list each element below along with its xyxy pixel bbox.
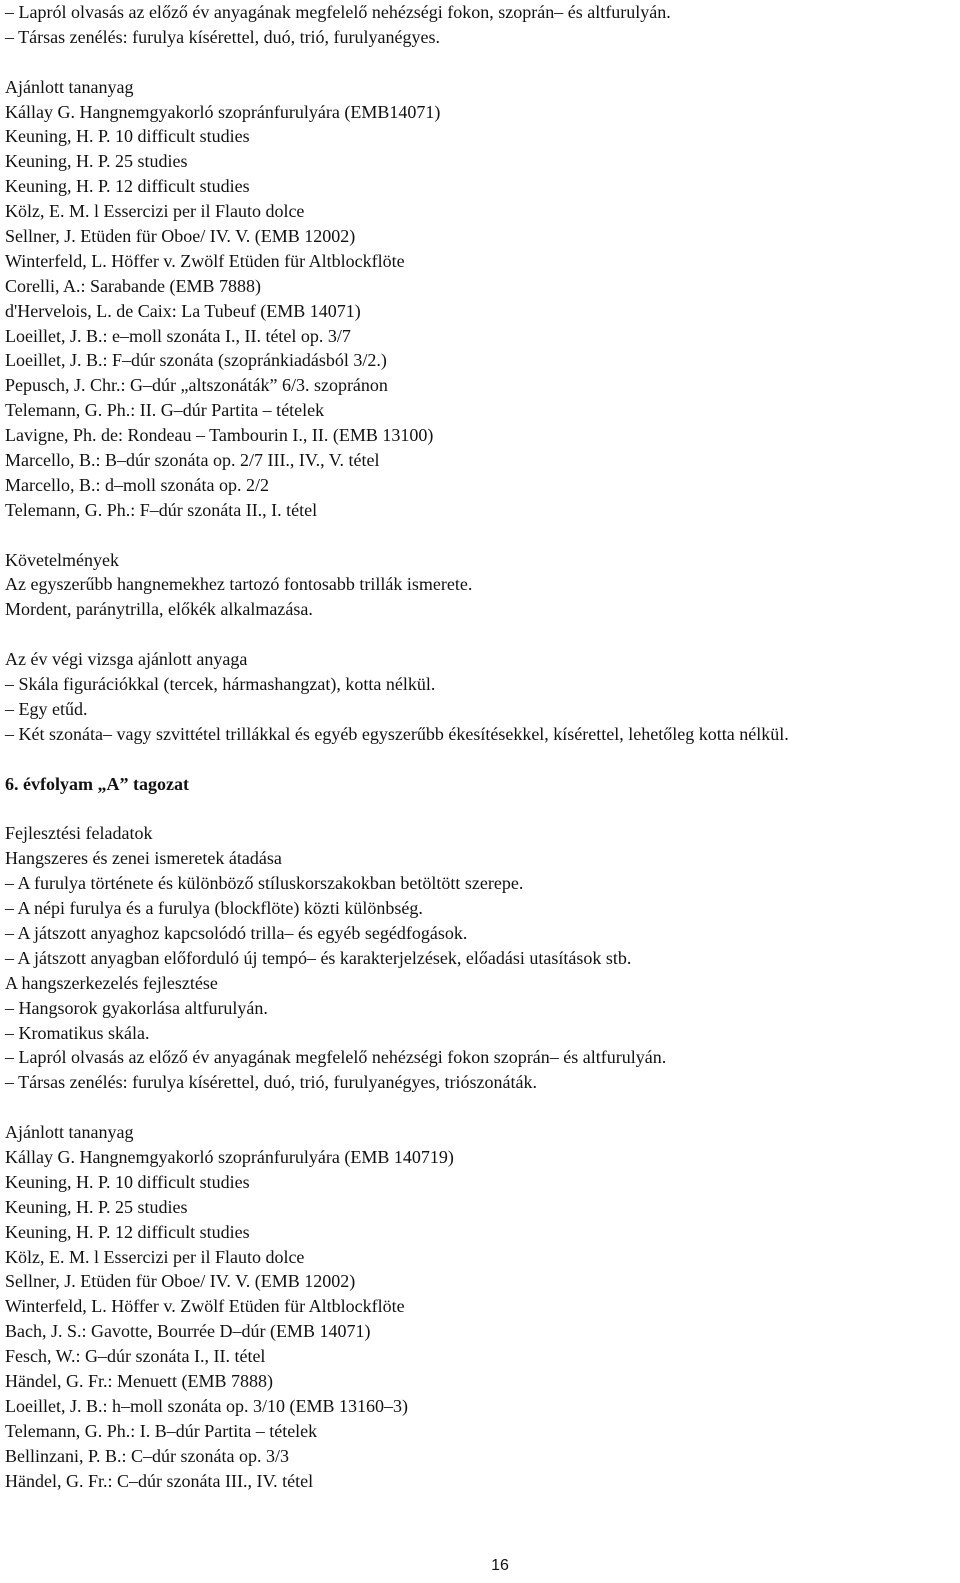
text-line: – Lapról olvasás az előző év anyagának megfelelő nehézségi fokon szoprán– és altfurulyán. <box>5 1047 667 1068</box>
text-line: Keuning, H. P. 12 difficult studies <box>5 176 250 197</box>
blank-line <box>5 797 955 822</box>
text-line: – Skála figurációkkal (tercek, hármashangzat), kotta nélkül. <box>5 674 436 695</box>
text-line: Kállay G. Hangnemgyakorló szopránfurulyára (EMB14071) <box>5 101 441 122</box>
text-line: Az év végi vizsga ajánlott anyaga <box>5 649 248 670</box>
text-line: – Egy etűd. <box>5 698 88 719</box>
text-line: – Hangsorok gyakorlása altfurulyán. <box>5 997 268 1018</box>
text-line: Sellner, J. Etüden für Oboe/ IV. V. (EMB 12002) <box>5 1271 356 1292</box>
text-line: Marcello, B.: B–dúr szonáta op. 2/7 III., IV., V. tétel <box>5 450 380 471</box>
text-line: Winterfeld, L. Höffer v. Zwölf Etüden für Altblockflöte <box>5 1296 405 1317</box>
text-line: Mordent, paránytrilla, előkék alkalmazása. <box>5 599 313 620</box>
text-line: Az egyszerűbb hangnemekhez tartozó fontosabb trillák ismerete. <box>5 574 473 595</box>
text-line: – Lapról olvasás az előző év anyagának megfelelő nehézségi fokon, szoprán– és altfurulyán. <box>5 2 671 22</box>
text-line: – Társas zenélés: furulya kísérettel, duó, trió, furulyanégyes. <box>5 26 441 47</box>
text-line: Sellner, J. Etüden für Oboe/ IV. V. (EMB 12002) <box>5 226 356 247</box>
text-line: Winterfeld, L. Höffer v. Zwölf Etüden für Altblockflöte <box>5 250 405 271</box>
text-line: – A népi furulya és a furulya (blockflöte) közti különbség. <box>5 898 423 919</box>
text-line: – Két szonáta– vagy szvittétel trillákkal és egyéb egyszerűbb ékesítésekkel, kísérettel, lehetőleg kotta nélkül. <box>5 723 789 744</box>
text-line: Händel, G. Fr.: Menuett (EMB 7888) <box>5 1370 273 1391</box>
text-line: Loeillet, J. B.: F–dúr szonáta (szopránkiadásból 3/2.) <box>5 350 387 371</box>
text-line: Händel, G. Fr.: C–dúr szonáta III., IV. tétel <box>5 1470 314 1491</box>
text-line: Ajánlott tananyag <box>5 76 134 97</box>
text-line: – A játszott anyagban előforduló új tempó– és karakterjelzések, előadási utasítások stb. <box>5 947 632 968</box>
text-line: Corelli, A.: Sarabande (EMB 7888) <box>5 275 261 296</box>
text-line: Keuning, H. P. 10 difficult studies <box>5 1171 250 1192</box>
blank-line <box>5 747 955 772</box>
text-line: Pepusch, J. Chr.: G–dúr „altszonáták” 6/3. szopránon <box>5 375 388 396</box>
text-line: Telemann, G. Ph.: I. B–dúr Partita – tételek <box>5 1420 318 1441</box>
document-body <box>5 0 955 1493</box>
text-line: Keuning, H. P. 12 difficult studies <box>5 1221 250 1242</box>
text-line: – Kromatikus skála. <box>5 1022 150 1043</box>
text-line: Fesch, W.: G–dúr szonáta I., II. tétel <box>5 1346 266 1367</box>
text-line: Hangszeres és zenei ismeretek átadása <box>5 848 282 869</box>
page-number: 16 <box>491 1557 509 1574</box>
text-line: Lavigne, Ph. de: Rondeau – Tambourin I., II. (EMB 13100) <box>5 425 434 446</box>
text-line: Fejlesztési feladatok <box>5 823 153 844</box>
blank-line <box>5 622 955 647</box>
text-line: – A játszott anyaghoz kapcsolódó trilla– és egyéb segédfogások. <box>5 922 468 943</box>
text-line: Loeillet, J. B.: e–moll szonáta I., II. tétel op. 3/7 <box>5 325 351 346</box>
text-line: – A furulya története és különböző stíluskorszakokban betöltött szerepe. <box>5 873 524 894</box>
text-line: Kölz, E. M. l Essercizi per il Flauto dolce <box>5 1246 305 1267</box>
text-line: Marcello, B.: d–moll szonáta op. 2/2 <box>5 474 269 495</box>
text-line: A hangszerkezelés fejlesztése <box>5 972 218 993</box>
text-line: d'Hervelois, L. de Caix: La Tubeuf (EMB 14071) <box>5 300 361 321</box>
text-line: Keuning, H. P. 25 studies <box>5 1196 188 1217</box>
text-line: Kölz, E. M. l Essercizi per il Flauto dolce <box>5 201 305 222</box>
text-line: Keuning, H. P. 10 difficult studies <box>5 126 250 147</box>
text-line: Követelmények <box>5 549 119 570</box>
text-line: Loeillet, J. B.: h–moll szonáta op. 3/10 (EMB 13160–3) <box>5 1395 408 1416</box>
blank-line <box>5 50 955 75</box>
text-line: Telemann, G. Ph.: II. G–dúr Partita – tételek <box>5 400 325 421</box>
section-heading: 6. évfolyam „A” tagozat <box>5 773 189 794</box>
text-line: Telemann, G. Ph.: F–dúr szonáta II., I. tétel <box>5 499 318 520</box>
text-line: – Társas zenélés: furulya kísérettel, duó, trió, furulyanégyes, triószonáták. <box>5 1072 537 1093</box>
blank-line <box>5 1095 955 1120</box>
text-line: Kállay G. Hangnemgyakorló szopránfurulyára (EMB 140719) <box>5 1146 454 1167</box>
text-line: Keuning, H. P. 25 studies <box>5 151 188 172</box>
text-line: Ajánlott tananyag <box>5 1122 134 1143</box>
text-line: Bellinzani, P. B.: C–dúr szonáta op. 3/3 <box>5 1445 289 1466</box>
text-line: Bach, J. S.: Gavotte, Bourrée D–dúr (EMB 14071) <box>5 1321 371 1342</box>
blank-line <box>5 523 955 548</box>
